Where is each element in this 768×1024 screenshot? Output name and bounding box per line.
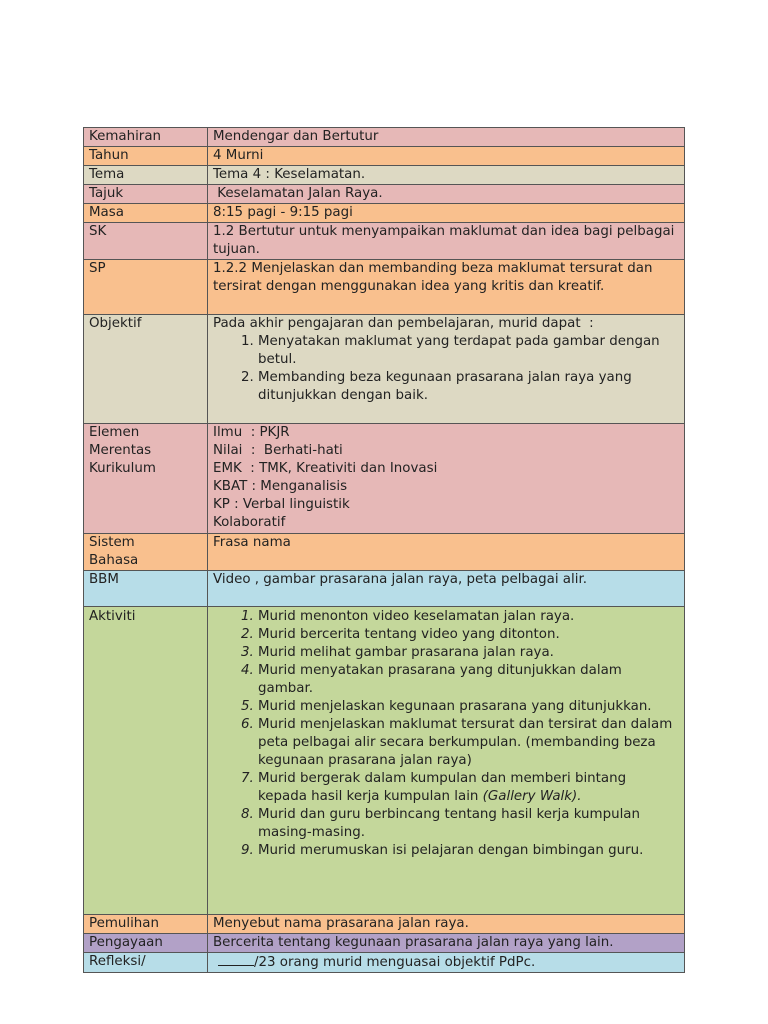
row-aktiviti: [84, 607, 685, 915]
label-elemen: [84, 424, 208, 534]
label-sistem-line: Bahasa: [89, 553, 139, 568]
row-sk: [84, 223, 685, 260]
label-elemen-line: Merentas: [89, 443, 152, 458]
aktiviti-list: [213, 608, 679, 860]
aktiviti-item: 8. Murid dan guru berbincang tentang hasil kerja kumpulan masing-masing.: [258, 806, 679, 842]
aktiviti-item: [258, 770, 679, 806]
label-refleksi: Refleksi/: [84, 953, 208, 973]
value-objektif: [208, 315, 685, 424]
value-tajuk: Keselamatan Jalan Raya.: [208, 185, 685, 204]
elemen-line: KBAT : Menganalisis: [213, 479, 348, 494]
label-elemen-line: Kurikulum: [89, 461, 156, 476]
fill-in-blank: [218, 953, 254, 966]
objektif-item: 2. Membanding beza kegunaan prasarana jalan raya yang ditunjukkan dengan baik.: [258, 369, 679, 405]
label-tema: Tema: [84, 166, 208, 185]
aktiviti-item: 2. Murid bercerita tentang video yang ditonton.: [258, 626, 679, 644]
label-bbm: BBM: [84, 571, 208, 607]
value-elemen: [208, 424, 685, 534]
row-sistem-bahasa: [84, 534, 685, 571]
value-pengayaan: Bercerita tentang kegunaan prasarana jalan raya yang lain.: [208, 934, 685, 953]
label-kemahiran: Kemahiran: [84, 128, 208, 147]
label-sistem-line: Sistem: [89, 535, 135, 550]
row-refleksi: [84, 953, 685, 973]
row-elemen: [84, 424, 685, 534]
label-tajuk: Tajuk: [84, 185, 208, 204]
aktiviti-item-7-text: Murid bergerak dalam kumpulan dan memberi bintang kepada hasil kerja kumpulan lain: [258, 771, 631, 804]
value-pemulihan: Menyebut nama prasarana jalan raya.: [208, 915, 685, 934]
objektif-item: 1. Menyatakan maklumat yang terdapat pada gambar dengan betul.: [258, 333, 679, 369]
row-pemulihan: [84, 915, 685, 934]
value-kemahiran: Mendengar dan Bertutur: [208, 128, 685, 147]
row-tema: [84, 166, 685, 185]
row-tahun: [84, 147, 685, 166]
aktiviti-item: 6. Murid menjelaskan maklumat tersurat dan tersirat dan dalam peta pelbagai alir secara berkumpulan. (membanding beza kegunaan prasarana jalan raya): [258, 716, 679, 770]
row-sp: [84, 260, 685, 315]
label-elemen-line: Elemen: [89, 425, 140, 440]
value-refleksi: [208, 953, 685, 973]
aktiviti-item: 9. Murid merumuskan isi pelajaran dengan bimbingan guru.: [258, 842, 679, 860]
row-objektif: [84, 315, 685, 424]
label-sistem-bahasa: [84, 534, 208, 571]
label-pemulihan: Pemulihan: [84, 915, 208, 934]
elemen-line: Kolaboratif: [213, 515, 286, 530]
label-objektif: Objektif: [84, 315, 208, 424]
aktiviti-item: 1. Murid menonton video keselamatan jalan raya.: [258, 608, 679, 626]
row-kemahiran: [84, 128, 685, 147]
elemen-line: Ilmu : PKJR: [213, 425, 290, 440]
value-sk: 1.2 Bertutur untuk menyampaikan maklumat dan idea bagi pelbagai tujuan.: [208, 223, 685, 260]
label-sp: SP: [84, 260, 208, 315]
label-tahun: Tahun: [84, 147, 208, 166]
elemen-line: KP : Verbal linguistik: [213, 497, 350, 512]
row-tajuk: [84, 185, 685, 204]
value-sistem-bahasa: Frasa nama: [208, 534, 685, 571]
value-masa: 8:15 pagi - 9:15 pagi: [208, 204, 685, 223]
row-bbm: [84, 571, 685, 607]
aktiviti-item: 5. Murid menjelaskan kegunaan prasarana yang ditunjukkan.: [258, 698, 679, 716]
row-masa: [84, 204, 685, 223]
objektif-intro: Pada akhir pengajaran dan pembelajaran, murid dapat :: [213, 316, 594, 331]
label-pengayaan: Pengayaan: [84, 934, 208, 953]
value-aktiviti: [208, 607, 685, 915]
label-masa: Masa: [84, 204, 208, 223]
aktiviti-item: 3. Murid melihat gambar prasarana jalan raya.: [258, 644, 679, 662]
aktiviti-item: 4. Murid menyatakan prasarana yang ditunjukkan dalam gambar.: [258, 662, 679, 698]
label-aktiviti: Aktiviti: [84, 607, 208, 915]
lesson-plan-table: [83, 127, 685, 973]
value-bbm: Video , gambar prasarana jalan raya, peta pelbagai alir.: [208, 571, 685, 607]
row-pengayaan: [84, 934, 685, 953]
value-sp: 1.2.2 Menjelaskan dan membanding beza maklumat tersurat dan tersirat dengan menggunakan idea yang kritis dan kreatif.: [208, 260, 685, 315]
aktiviti-item-7-italic: (Gallery Walk).: [482, 789, 582, 804]
value-tahun: 4 Murni: [208, 147, 685, 166]
refleksi-text: /23 orang murid menguasai objektif PdPc.: [254, 955, 536, 970]
value-tema: Tema 4 : Keselamatan.: [208, 166, 685, 185]
label-sk: SK: [84, 223, 208, 260]
elemen-line: EMK : TMK, Kreativiti dan Inovasi: [213, 461, 438, 476]
elemen-line: Nilai : Berhati-hati: [213, 443, 343, 458]
objektif-list: [213, 333, 679, 405]
